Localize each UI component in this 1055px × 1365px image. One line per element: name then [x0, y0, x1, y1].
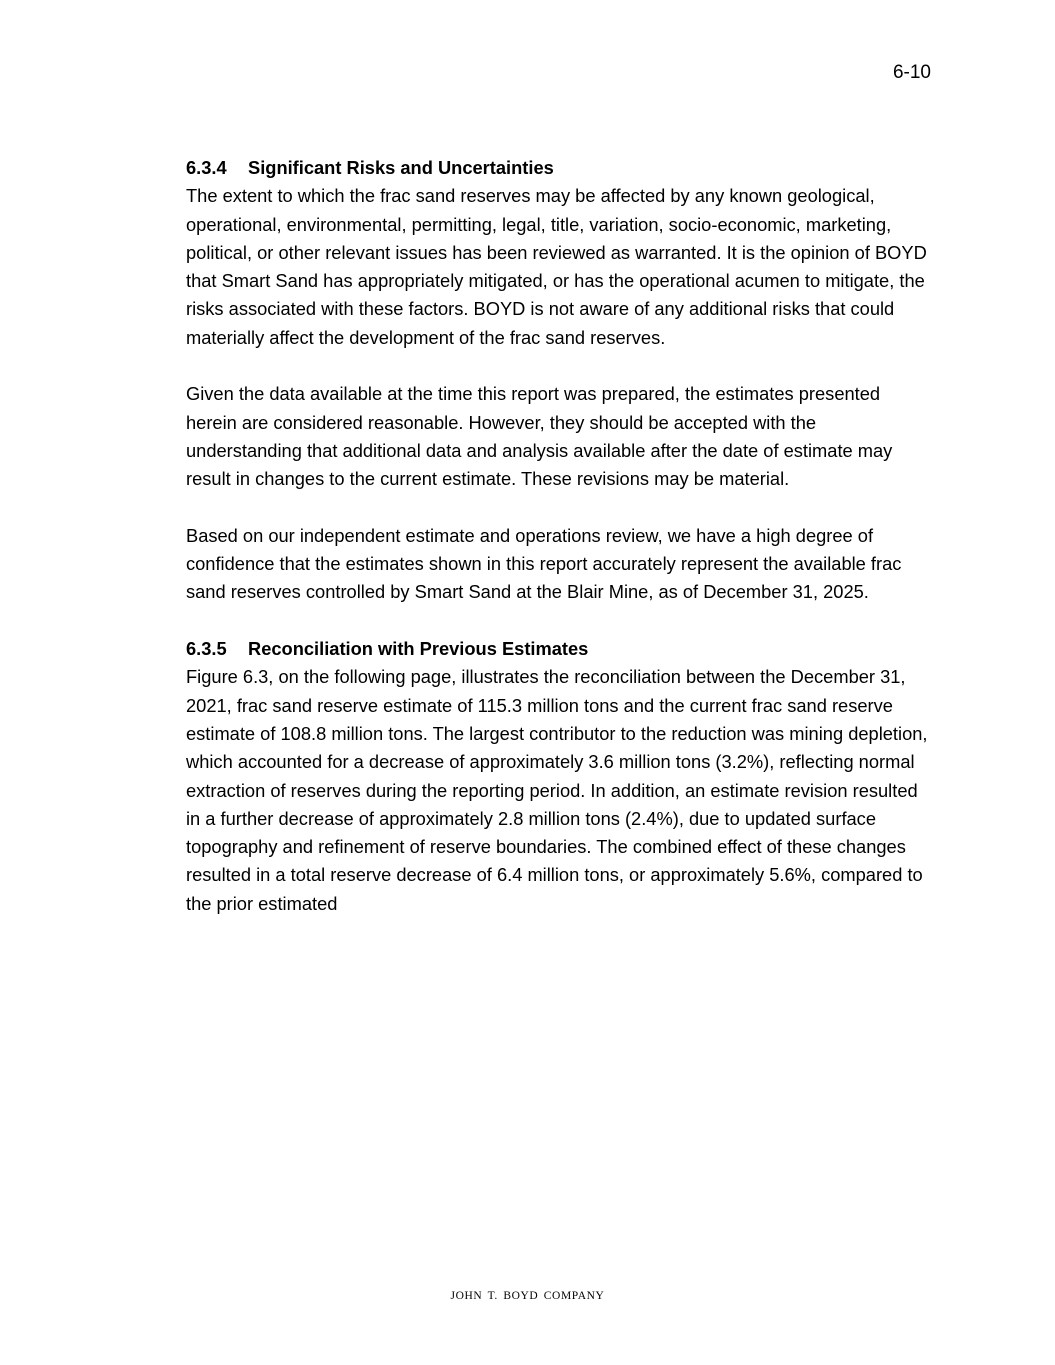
section-heading-6-3-5 — [186, 635, 932, 663]
section-title: Significant Risks and Uncertainties — [248, 157, 554, 178]
paragraph-reconciliation: Figure 6.3, on the following page, illustrates the reconciliation between the December 31, 2021, frac sand reserve estimate of 115.3 million tons and the current frac sand reserve estimate of 108.8 million tons. The largest contributor to the reduction was mining depletion, which accounted for a decrease of approximately 3.6 million tons (3.2%), reflecting normal extraction of reserves during the reporting period. In addition, an estimate revision resulted in a further decrease of approximately 2.8 million tons (2.4%), due to updated surface topography and refinement of reserve boundaries. The combined effect of these changes resulted in a total reserve decrease of 6.4 million tons, or approximately 5.6%, compared to the prior estimated — [186, 666, 928, 914]
page-number: 6-10 — [892, 62, 931, 83]
section-number: 6.3.4 — [186, 157, 227, 178]
section-number: 6.3.5 — [186, 638, 227, 660]
paragraph-confidence: Based on our independent estimate and operations review, we have a high degree of confidence that the estimates shown in this report accurately represent the available frac sand reserves controlled by Smart Sand at the Blair Mine, as of December 31, 2025. — [186, 524, 902, 603]
section-heading-6-3-4 — [186, 154, 932, 182]
document-body — [186, 154, 932, 918]
footer-company-name: JOHN T. BOYD COMPANY — [450, 1290, 605, 1302]
paragraph-estimates-reasonable: Given the data available at the time this report was prepared, the estimates presented herein are considered reasonable. However, they should be accepted with the understanding that additional data and analysis available after the date of estimate may result in changes to the current estimate. These revisions may be material. — [186, 383, 893, 490]
paragraph-risks: The extent to which the frac sand reserves may be affected by any known geological, operational, environmental, permitting, legal, title, variation, socio-economic, marketing, political, or other relevant issues has been reviewed as warranted. It is the opinion of BOYD that Smart Sand has appropriately mitigated, or has the operational acumen to mitigate, the risks associated with these factors. BOYD is not aware of any additional risks that could materially affect the development of the frac sand reserves. — [186, 185, 927, 348]
section-title: Reconciliation with Previous Estimates — [248, 638, 589, 660]
